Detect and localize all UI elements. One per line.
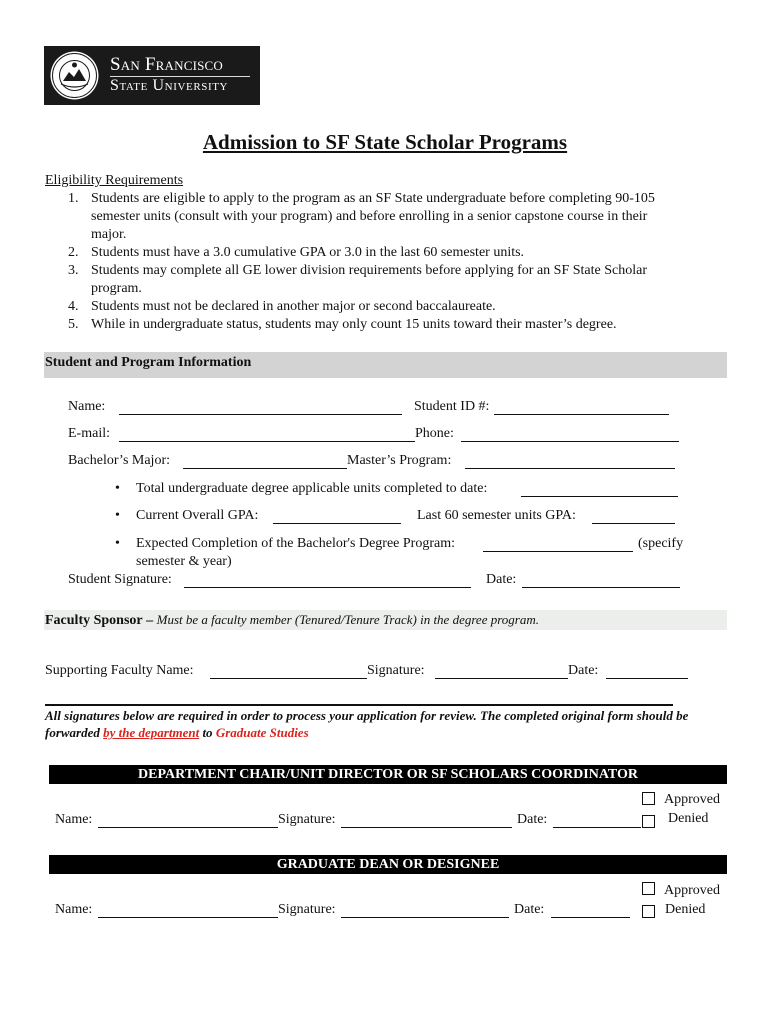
logo-line-1: San Francisco — [110, 54, 223, 75]
dean-denied-label: Denied — [665, 902, 706, 917]
faculty-signature-field[interactable] — [435, 666, 568, 679]
requirement-line: Students may complete all GE lower division requirements before applying for an SF State Scholar — [91, 263, 647, 278]
chair-signature-field[interactable] — [341, 815, 512, 828]
masters-program-field[interactable] — [465, 456, 675, 469]
name-field[interactable] — [119, 402, 402, 415]
chair-signature-label: Signature: — [278, 812, 336, 827]
bachelors-major-field[interactable] — [183, 456, 347, 469]
faculty-name-label: Supporting Faculty Name: — [45, 663, 194, 678]
requirement-number: 3. — [68, 263, 79, 278]
page-title: Admission to SF State Scholar Programs — [202, 130, 568, 154]
requirement-line: semester units (consult with your program) and before enrolling in a senior capstone course in their — [91, 209, 648, 224]
instructions-text: All signatures below are required in order to process your application for review. The completed original form should — [45, 708, 673, 723]
gpa-field[interactable] — [273, 511, 401, 524]
student-date-field[interactable] — [522, 575, 680, 588]
requirement-number: 5. — [68, 317, 79, 332]
student-signature-label: Student Signature: — [68, 572, 172, 587]
faculty-date-field[interactable] — [606, 666, 688, 679]
last-60-gpa-field[interactable] — [592, 511, 675, 524]
masters-program-label: Master’s Program: — [347, 453, 452, 468]
requirement-number: 1. — [68, 191, 79, 206]
requirement-line: While in undergraduate status, students may only count 15 units toward their master’s degree. — [91, 317, 617, 332]
instructions-text-2: be forwarded — [45, 708, 689, 740]
gpa-label: Current Overall GPA: — [136, 508, 259, 523]
faculty-name-field[interactable] — [210, 666, 367, 679]
faculty-note: Must be a faculty member (Tenured/Tenure Track) in the degree program. — [156, 612, 539, 627]
by-department-link[interactable]: by the department — [103, 725, 200, 740]
student-id-field[interactable] — [494, 402, 669, 415]
chair-date-field[interactable] — [553, 815, 641, 828]
chair-date-label: Date: — [517, 812, 548, 827]
units-field[interactable] — [521, 484, 678, 497]
dean-signature-label: Signature: — [278, 902, 336, 917]
requirement-line: major. — [91, 227, 127, 242]
chair-denied-label: Denied — [668, 811, 709, 826]
university-logo — [44, 46, 260, 105]
logo-line-2: State University — [110, 77, 229, 94]
bullet-icon: • — [115, 481, 120, 496]
requirement-line: Students must have a 3.0 cumulative GPA or 3.0 in the last 60 semester units. — [91, 245, 525, 260]
requirement-line: Students must not be declared in another major or second baccalaureate. — [91, 299, 496, 314]
last-60-gpa-label: Last 60 semester units GPA: — [417, 508, 576, 523]
student-section-heading: Student and Program Information — [45, 355, 252, 370]
graduate-studies-link[interactable]: Graduate Studies — [215, 725, 309, 740]
chair-approved-label: Approved — [664, 792, 720, 807]
faculty-section-heading — [45, 612, 539, 629]
section-divider — [45, 704, 673, 706]
university-seal-icon — [49, 50, 100, 101]
dean-date-field[interactable] — [551, 905, 630, 918]
dean-approved-label: Approved — [664, 883, 720, 898]
dean-signature-field[interactable] — [341, 905, 509, 918]
chair-section-heading: DEPARTMENT CHAIR/UNIT DIRECTOR OR SF SCHOLARS COORDINATOR — [49, 765, 727, 784]
bullet-icon: • — [115, 536, 120, 551]
units-label: Total undergraduate degree applicable units completed to date: — [136, 481, 488, 496]
expected-completion-field[interactable] — [483, 539, 633, 552]
phone-label: Phone: — [415, 426, 454, 441]
requirement-line: program. — [91, 281, 142, 296]
dean-approved-checkbox[interactable] — [642, 882, 655, 895]
chair-denied-checkbox[interactable] — [642, 815, 655, 828]
faculty-date-label: Date: — [568, 663, 599, 678]
faculty-dash: – — [146, 613, 154, 628]
email-label: E-mail: — [68, 426, 110, 441]
faculty-signature-label: Signature: — [367, 663, 425, 678]
dean-name-label: Name: — [55, 902, 93, 917]
chair-name-field[interactable] — [98, 815, 278, 828]
specify-note-continued: semester & year) — [136, 554, 232, 569]
dean-date-label: Date: — [514, 902, 545, 917]
dean-name-field[interactable] — [98, 905, 278, 918]
phone-field[interactable] — [461, 429, 679, 442]
student-id-label: Student ID #: — [414, 399, 490, 414]
instructions-note — [45, 707, 735, 741]
student-signature-field[interactable] — [184, 575, 471, 588]
bachelors-major-label: Bachelor’s Major: — [68, 453, 170, 468]
bullet-icon: • — [115, 508, 120, 523]
chair-approved-checkbox[interactable] — [642, 792, 655, 805]
name-label: Name: — [68, 399, 106, 414]
chair-name-label: Name: — [55, 812, 93, 827]
eligibility-heading: Eligibility Requirements — [45, 173, 184, 188]
dean-section-heading: GRADUATE DEAN OR DESIGNEE — [49, 855, 727, 874]
instructions-text-3: to — [202, 725, 213, 740]
faculty-sponsor-title: Faculty Sponsor — [45, 613, 143, 628]
requirement-number: 4. — [68, 299, 79, 314]
expected-completion-label: Expected Completion of the Bachelor's Degree Program: — [136, 536, 455, 551]
student-date-label: Date: — [486, 572, 517, 587]
email-field[interactable] — [119, 429, 415, 442]
dean-denied-checkbox[interactable] — [642, 905, 655, 918]
specify-note: (specify — [638, 536, 684, 551]
requirement-number: 2. — [68, 245, 79, 260]
requirement-line: Students are eligible to apply to the program as an SF State undergraduate before completing 90-105 — [91, 191, 655, 206]
